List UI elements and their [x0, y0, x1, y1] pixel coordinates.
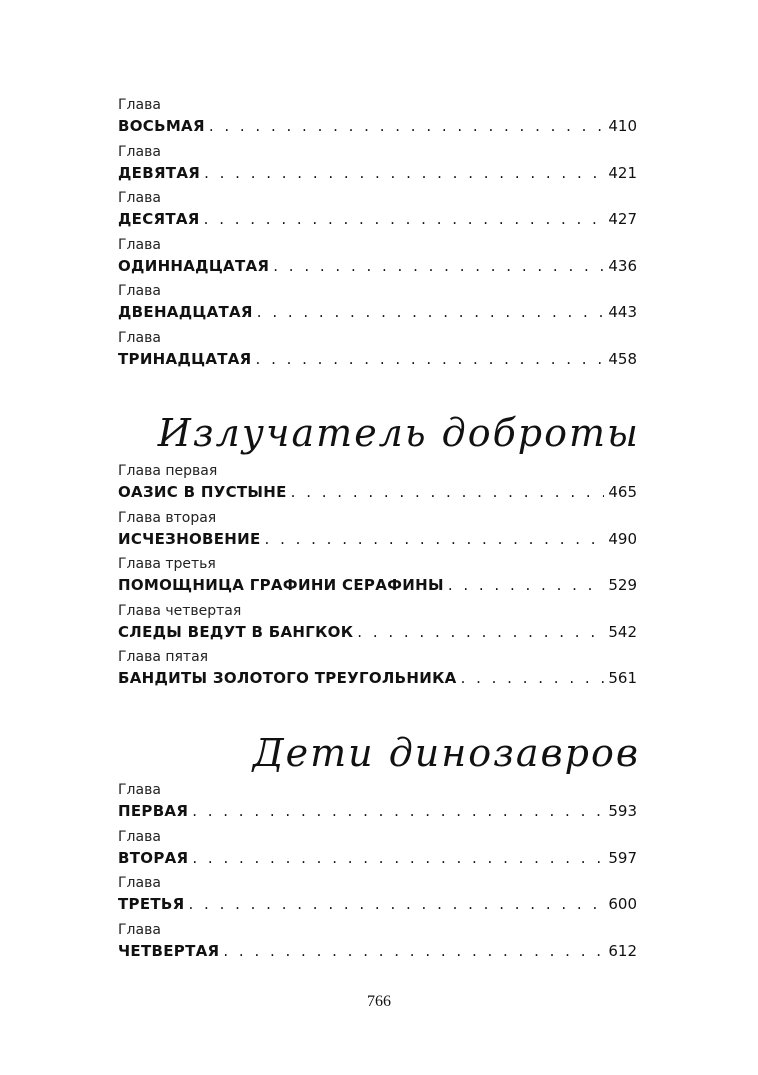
toc-line — [118, 528, 637, 550]
section-heading: Дети динозавров — [252, 731, 640, 775]
page-number: 600 — [608, 895, 637, 913]
chapter-kicker: Глава — [118, 190, 161, 206]
toc-entry[interactable] — [118, 780, 637, 827]
page-number: 529 — [608, 576, 637, 594]
toc-entry[interactable] — [118, 281, 637, 328]
toc-line — [118, 115, 637, 137]
page-number: 593 — [608, 802, 637, 820]
chapter-kicker: Глава вторая — [118, 509, 217, 526]
page-folio: 766 — [367, 993, 391, 1010]
toc-entry[interactable] — [118, 235, 637, 282]
chapter-title: ВТОРАЯ — [118, 848, 189, 867]
toc-line — [118, 667, 637, 689]
toc-entry[interactable] — [118, 95, 637, 142]
toc-entry[interactable] — [118, 328, 637, 375]
page-number: 421 — [608, 163, 637, 182]
toc-entry[interactable] — [118, 554, 637, 601]
dot-leader — [204, 162, 604, 184]
toc-line — [118, 348, 637, 370]
toc-section-continued — [118, 95, 637, 374]
toc-line — [118, 481, 637, 503]
chapter-kicker: Глава третья — [118, 556, 216, 572]
page-number: 443 — [608, 303, 637, 321]
chapter-title: ОАЗИС В ПУСТЫНЕ — [118, 483, 287, 501]
chapter-title: ЧЕТВЕРТАЯ — [118, 941, 220, 960]
toc-entry[interactable] — [118, 647, 637, 694]
page-number: 597 — [608, 848, 637, 867]
dot-leader — [192, 847, 604, 869]
toc-line — [118, 800, 637, 822]
page-number: 561 — [608, 669, 637, 687]
toc-line — [118, 574, 637, 596]
toc-entry[interactable] — [118, 873, 637, 920]
chapter-title: ПОМОЩНИЦА ГРАФИНИ СЕРАФИНЫ — [118, 576, 444, 594]
chapter-title: ИСЧЕЗНОВЕНИЕ — [118, 529, 261, 548]
toc-entry[interactable] — [118, 142, 637, 189]
toc-line — [118, 208, 637, 230]
chapter-kicker: Глава — [118, 329, 161, 346]
dot-leader — [257, 301, 605, 323]
dot-leader — [273, 255, 604, 277]
toc-line — [118, 847, 637, 869]
dot-leader — [209, 115, 605, 137]
toc-line — [118, 255, 637, 277]
page-number: 436 — [608, 256, 637, 275]
section-heading: Излучатель доброты — [157, 411, 640, 455]
chapter-kicker: Глава пятая — [118, 649, 209, 665]
chapter-title: ДВЕНАДЦАТАЯ — [118, 303, 253, 321]
dot-leader — [189, 893, 605, 915]
chapter-title: ТРЕТЬЯ — [118, 895, 185, 913]
chapter-kicker: Глава — [118, 828, 161, 845]
chapter-title: ТРИНАДЦАТАЯ — [118, 349, 252, 368]
chapter-kicker: Глава — [118, 236, 161, 253]
page-number: 458 — [608, 349, 637, 368]
toc-line — [118, 621, 637, 643]
page-number: 410 — [608, 117, 637, 135]
dot-leader — [192, 800, 604, 822]
page-number: 542 — [608, 622, 637, 641]
chapter-title: ВОСЬМАЯ — [118, 117, 205, 135]
dot-leader — [256, 348, 605, 370]
page-number: 612 — [608, 941, 637, 960]
toc-line — [118, 301, 637, 323]
chapter-title: СЛЕДЫ ВЕДУТ В БАНГКОК — [118, 622, 354, 641]
toc-section — [118, 461, 637, 694]
page-number: 490 — [608, 529, 637, 548]
toc-line — [118, 162, 637, 184]
toc-section — [118, 780, 637, 966]
chapter-kicker: Глава — [118, 283, 161, 299]
chapter-title: БАНДИТЫ ЗОЛОТОГО ТРЕУГОЛЬНИКА — [118, 669, 457, 687]
dot-leader — [204, 208, 605, 230]
chapter-kicker: Глава — [118, 143, 161, 160]
page-number: 465 — [608, 483, 637, 501]
toc-entry[interactable] — [118, 601, 637, 648]
chapter-kicker: Глава — [118, 782, 161, 798]
toc-entry[interactable] — [118, 508, 637, 555]
dot-leader — [461, 667, 605, 689]
page-number: 427 — [608, 210, 637, 228]
chapter-kicker: Глава первая — [118, 463, 218, 479]
dot-leader — [291, 481, 605, 503]
toc-line — [118, 940, 637, 962]
toc-entry[interactable] — [118, 920, 637, 967]
chapter-title: ДЕВЯТАЯ — [118, 163, 201, 182]
toc-line — [118, 893, 637, 915]
chapter-kicker: Глава — [118, 921, 161, 938]
toc-entry[interactable] — [118, 188, 637, 235]
dot-leader — [357, 621, 604, 643]
chapter-kicker: Глава — [118, 97, 161, 113]
chapter-title: ДЕСЯТАЯ — [118, 210, 200, 228]
dot-leader — [265, 528, 605, 550]
toc-entry[interactable] — [118, 827, 637, 874]
dot-leader — [448, 574, 605, 596]
chapter-title: ПЕРВАЯ — [118, 802, 189, 820]
dot-leader — [223, 940, 604, 962]
chapter-kicker: Глава четвертая — [118, 602, 242, 619]
chapter-title: ОДИННАДЦАТАЯ — [118, 256, 270, 275]
toc-entry[interactable] — [118, 461, 637, 508]
chapter-kicker: Глава — [118, 875, 161, 891]
